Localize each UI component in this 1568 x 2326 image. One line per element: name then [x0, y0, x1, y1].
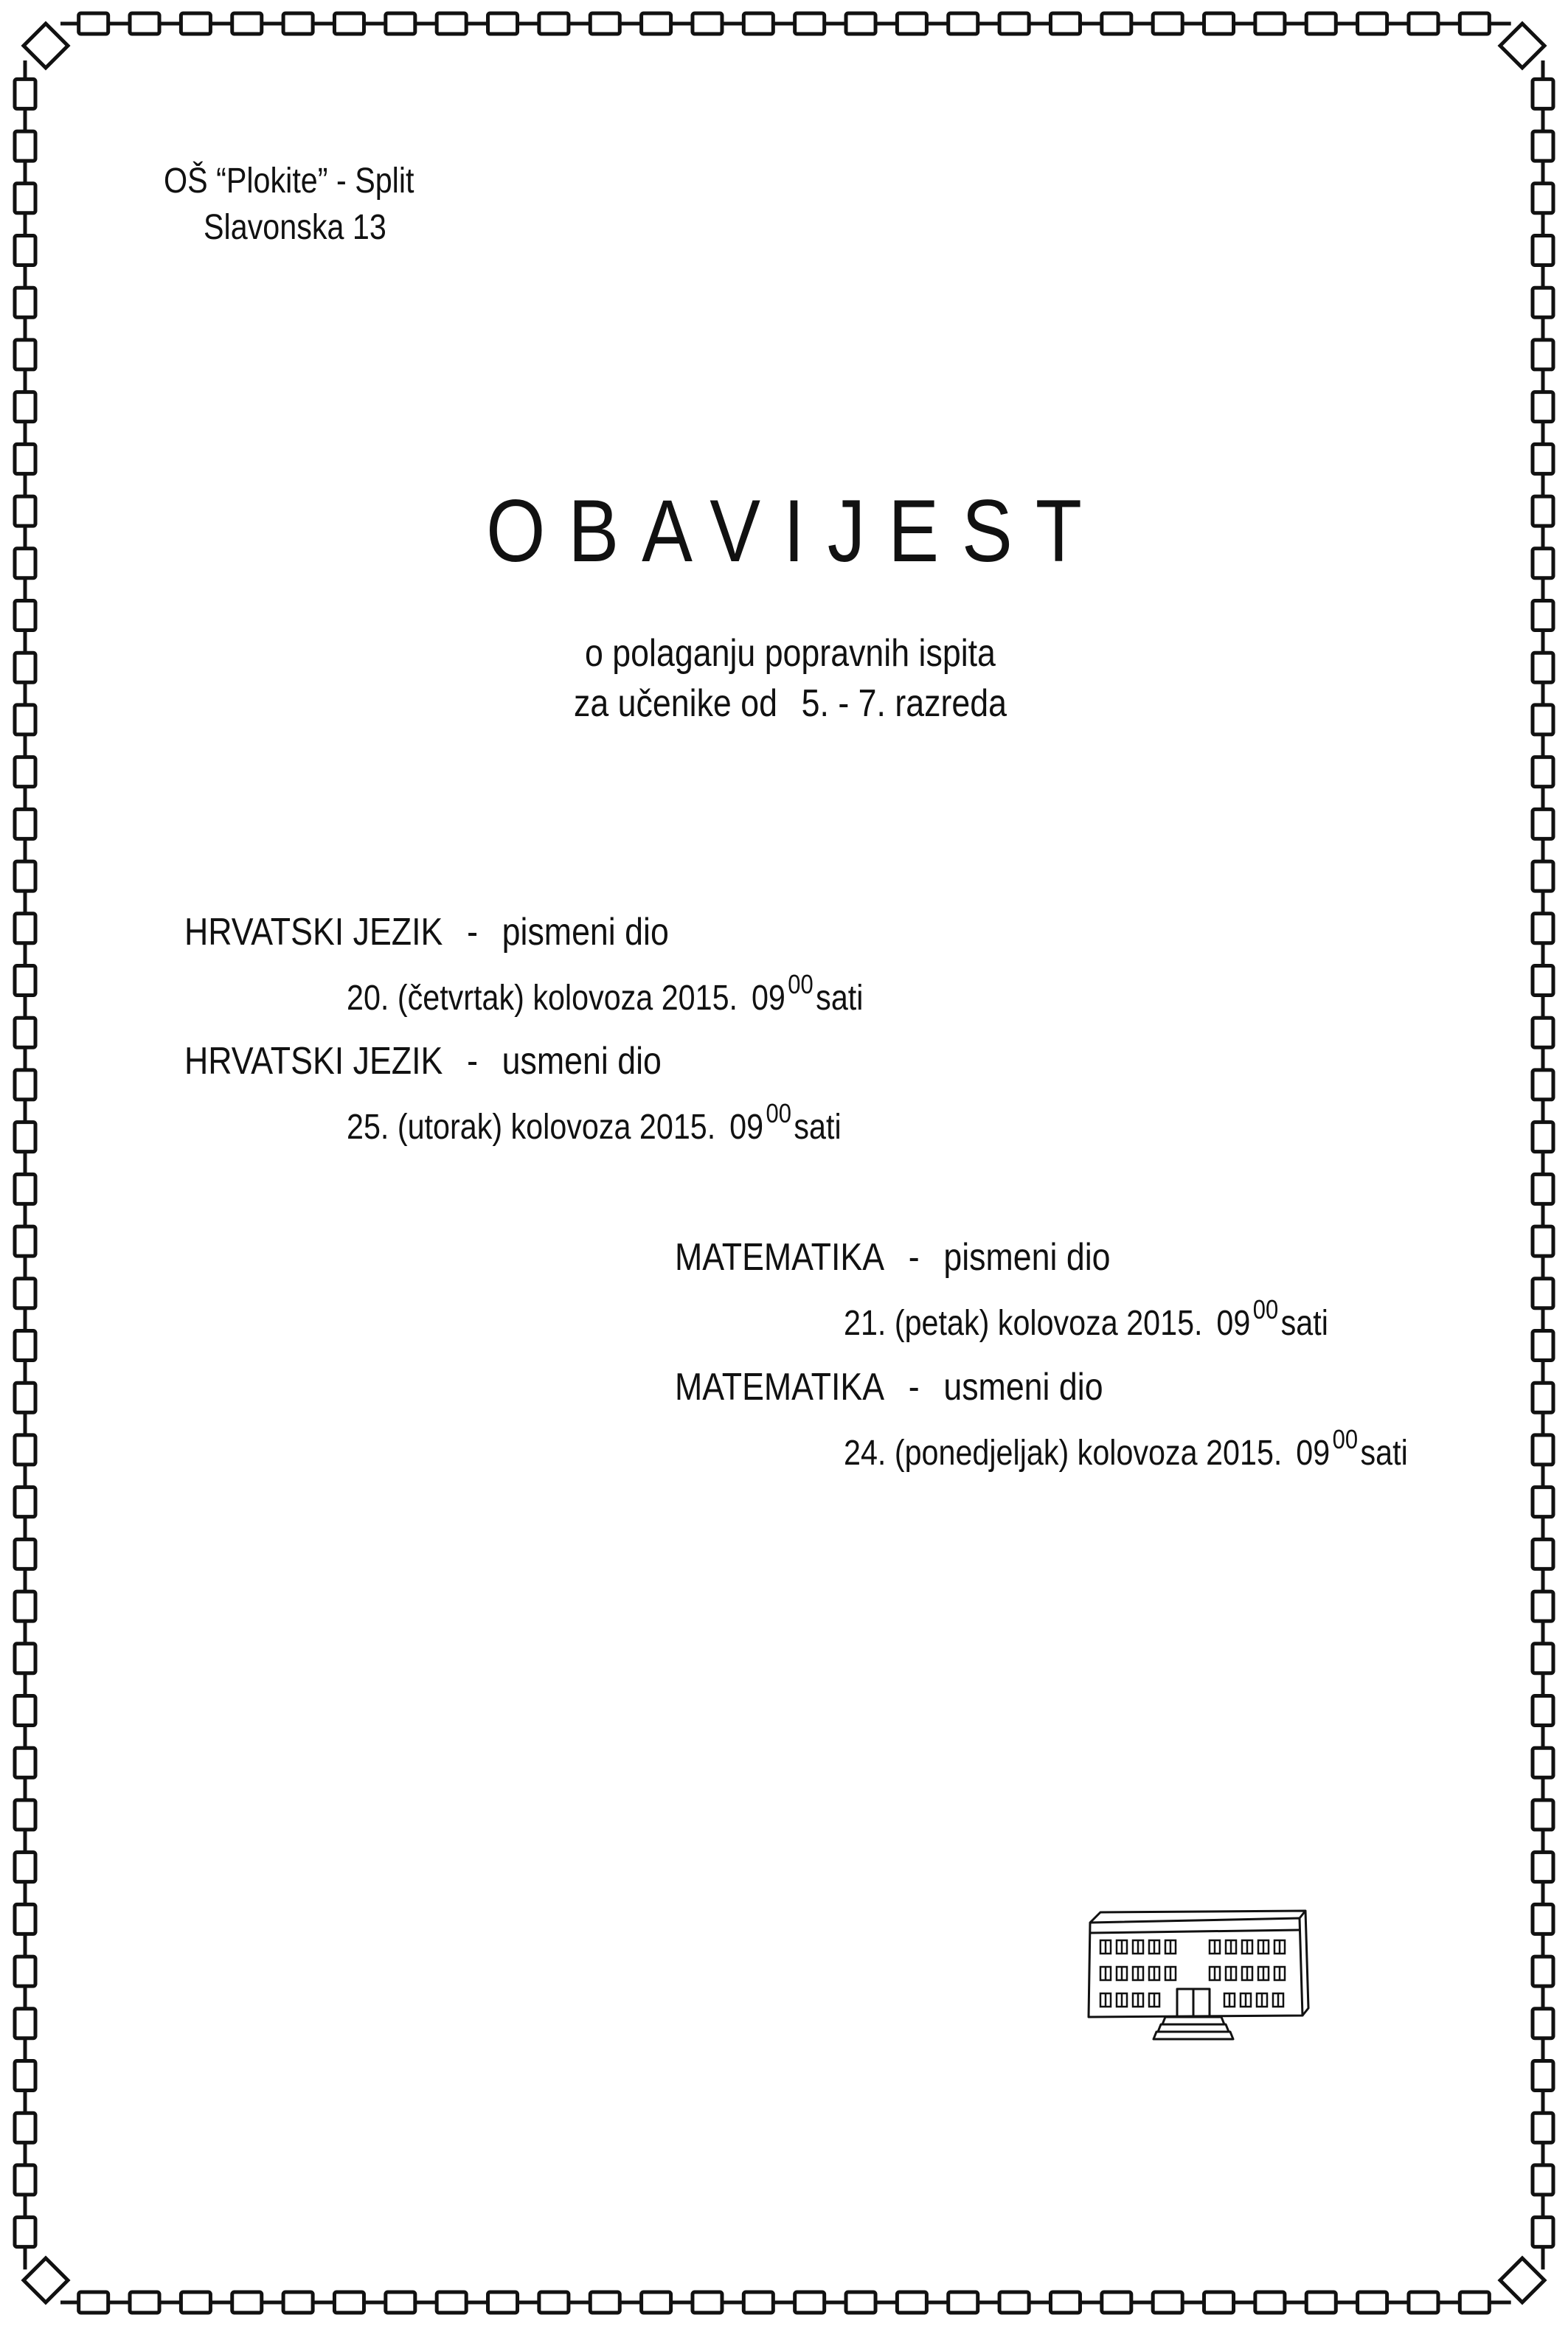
exam-date: 20. (četvrtak) kolovoza 2015.: [347, 979, 738, 1018]
exam-subject: HRVATSKI JEZIK: [184, 911, 443, 954]
exam-separator: -: [467, 1040, 478, 1083]
exam-separator: -: [467, 911, 478, 954]
school-building-icon: [1084, 1906, 1313, 2054]
exam-part: pismeni dio: [502, 911, 669, 954]
exam-subject: MATEMATIKA: [675, 1236, 885, 1279]
exam-minutes: 00: [1332, 1424, 1359, 1454]
exam-time-unit: sati: [794, 1108, 842, 1147]
exam-date: 21. (petak) kolovoza 2015.: [844, 1304, 1203, 1343]
exam-separator: -: [908, 1236, 920, 1279]
exam-heading: [184, 1040, 662, 1083]
exam-hour: 09: [1296, 1434, 1331, 1473]
exam-separator: -: [908, 1366, 920, 1409]
exam-time-unit: sati: [1360, 1434, 1408, 1473]
exam-schedule: [844, 1294, 1328, 1343]
exam-subject: MATEMATIKA: [675, 1366, 885, 1409]
exam-heading: [675, 1238, 1111, 1277]
subtitle-prefix: za učenike od: [574, 682, 777, 725]
exam-heading: [184, 911, 669, 954]
exam-hour: 09: [751, 979, 785, 1018]
subtitle-line-1: o polaganju popravnih ispita: [585, 632, 996, 675]
exam-part: pismeni dio: [943, 1236, 1111, 1279]
exam-minutes: 00: [1252, 1294, 1279, 1325]
exam-heading: [675, 1366, 1103, 1409]
exam-part: usmeni dio: [502, 1040, 662, 1083]
exam-part: usmeni dio: [943, 1366, 1103, 1409]
school-address: Slavonska 13: [204, 208, 386, 247]
subtitle-grade-range: 5. - 7. razreda: [801, 682, 1007, 725]
exam-minutes: 00: [788, 969, 814, 999]
exam-time-unit: sati: [816, 979, 864, 1018]
exam-schedule: [347, 969, 864, 1018]
exam-time-unit: sati: [1280, 1304, 1328, 1343]
school-name: OŠ “Plokite” - Split: [164, 162, 414, 201]
exam-minutes: 00: [766, 1098, 791, 1128]
exam-schedule: [347, 1098, 842, 1147]
exam-date: 24. (ponedjeljak) kolovoza 2015.: [844, 1434, 1283, 1473]
exam-hour: 09: [1216, 1304, 1251, 1343]
page-title: OBAVIJEST: [486, 482, 1105, 580]
exam-hour: 09: [729, 1108, 764, 1147]
exam-subject: HRVATSKI JEZIK: [184, 1040, 443, 1083]
subtitle-line-2: [574, 684, 1007, 723]
exam-date: 25. (utorak) kolovoza 2015.: [347, 1108, 716, 1147]
exam-schedule: [844, 1424, 1408, 1473]
